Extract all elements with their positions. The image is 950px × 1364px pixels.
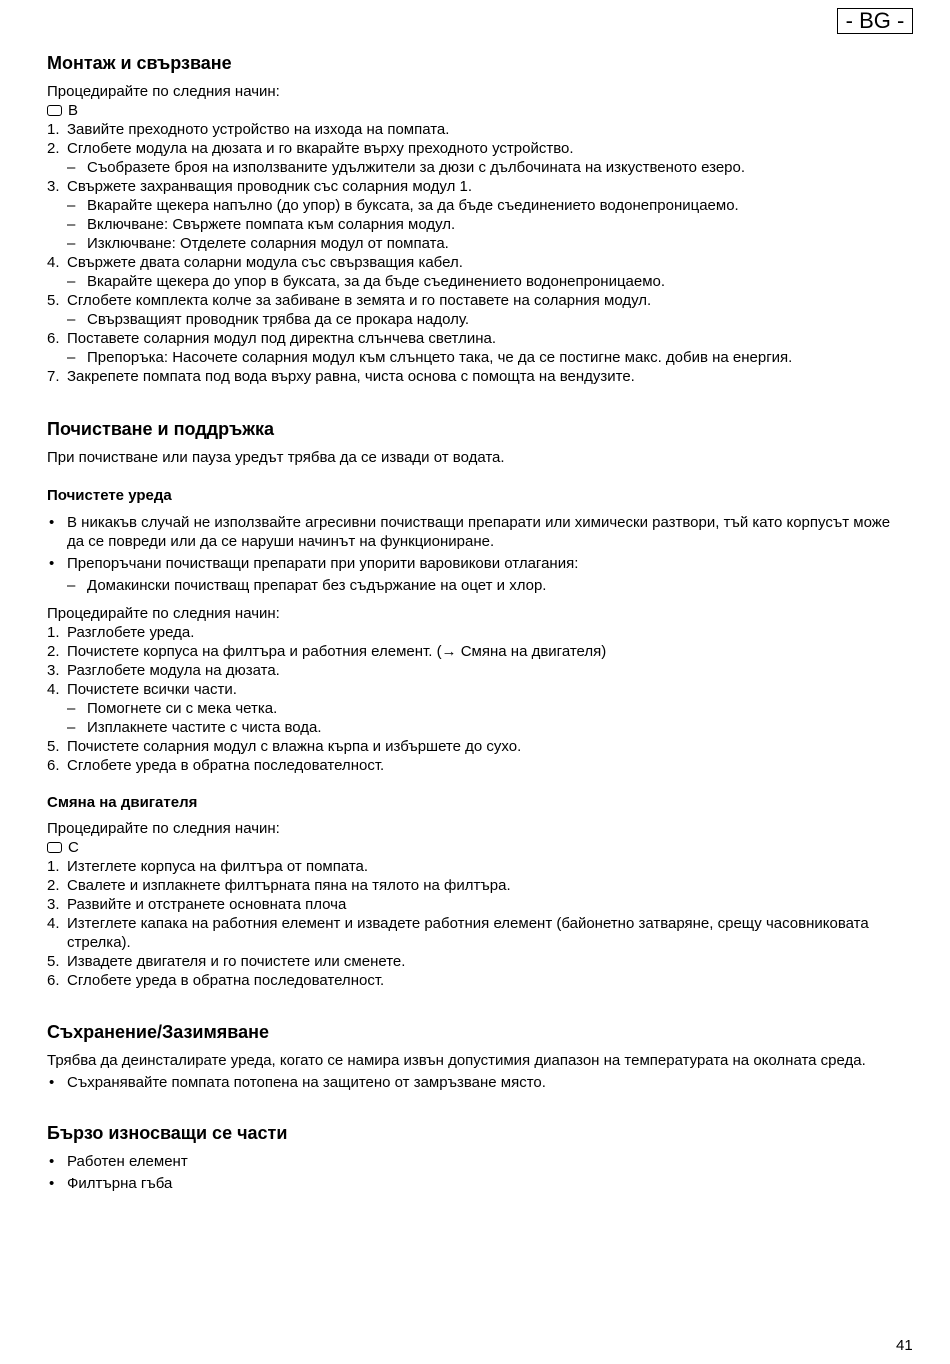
item-text: Развийте и отстранете основната плоча	[67, 896, 347, 913]
list-step	[47, 139, 907, 158]
step-number: 3.	[47, 662, 60, 679]
step-number: 5.	[47, 292, 60, 309]
section-title: Съхранение/Зазимяване	[47, 1022, 270, 1042]
steps-list	[47, 857, 907, 990]
sub-item	[47, 576, 907, 595]
list-bullet	[47, 513, 907, 551]
step-number: 6.	[47, 757, 60, 774]
dash-marker: –	[67, 311, 76, 328]
list-step	[47, 253, 907, 272]
list-step	[47, 642, 907, 661]
sub-item-text: Съобразете броя на използваните удължители за дюзи с дълбочината на изкуственото езеро.	[87, 159, 746, 176]
item-text: Препоръчани почистващи препарати при упорити варовикови отлагания:	[67, 555, 579, 572]
item-text: Сглобете уреда в обратна последователност.	[67, 972, 385, 989]
page-content	[47, 52, 907, 1196]
step-number: 4.	[47, 681, 60, 698]
item-text: Работен елемент	[67, 1153, 188, 1170]
item-text: Сглобете комплекта колче за забиване в земята и го поставете на соларния модул.	[67, 292, 652, 309]
language-badge: - BG -	[837, 8, 913, 34]
bullet-dot: •	[49, 1074, 55, 1091]
list-step	[47, 971, 907, 990]
figure-icon	[47, 842, 62, 853]
dash-marker: –	[67, 159, 76, 176]
list-step	[47, 367, 907, 386]
figure-ref	[47, 838, 907, 857]
step-number: 2.	[47, 877, 60, 894]
sub-item	[47, 234, 907, 253]
step-number: 6.	[47, 972, 60, 989]
sub-item	[47, 348, 907, 367]
dash-marker: –	[67, 577, 76, 594]
step-number: 6.	[47, 330, 60, 347]
list-step	[47, 737, 907, 756]
step-number: 4.	[47, 915, 60, 932]
bullet-dot: •	[49, 1175, 55, 1192]
item-text: Свържете захранващия проводник със соларния модул 1.	[67, 178, 473, 195]
item-text: Изтеглете капака на работния елемент и извадете работния елемент (байонетно затваряне, срещу часовниковата стрелка).	[67, 915, 869, 951]
dash-marker: –	[67, 216, 76, 233]
dash-marker: –	[67, 700, 76, 717]
dash-marker: –	[67, 235, 76, 252]
item-text: Почистете всички части.	[67, 681, 237, 698]
figure-ref	[47, 101, 907, 120]
section-title: Бързо износващи се части	[47, 1123, 288, 1143]
sub-item	[47, 272, 907, 291]
step-number: 1.	[47, 121, 60, 138]
step-number: 5.	[47, 738, 60, 755]
sub-item-text: Препоръка: Насочете соларния модул към слънцето така, че да се постигне макс. добив на енергия.	[87, 349, 793, 366]
section-storage	[47, 1021, 907, 1092]
item-text: Филтърна гъба	[67, 1175, 173, 1192]
page-number: 41	[896, 1337, 913, 1354]
intro-text: Трябва да деинсталирате уреда, когато се намира извън допустимия диапазон на температурата на околната среда.	[47, 1052, 866, 1069]
sub-item-text: Вкарайте щекера до упор в буксата, за да бъде съединението водонепроницаемо.	[87, 273, 666, 290]
step-number: 3.	[47, 896, 60, 913]
dash-marker: –	[67, 719, 76, 736]
item-text: Сглобете уреда в обратна последователност.	[67, 757, 385, 774]
section-cleaning	[47, 418, 907, 990]
list-step	[47, 623, 907, 642]
list-step	[47, 952, 907, 971]
item-text: Изтеглете корпуса на филтъра от помпата.	[67, 858, 369, 875]
item-text: Завийте преходното устройство на изхода на помпата.	[67, 121, 450, 138]
sub-item	[47, 215, 907, 234]
item-text: Извадете двигателя и го почистете или сменете.	[67, 953, 406, 970]
list-bullet	[47, 1152, 907, 1171]
intro-text: При почистване или пауза уредът трябва да се извади от водата.	[47, 449, 505, 466]
list-step	[47, 120, 907, 139]
list-step	[47, 857, 907, 876]
item-text: Поставете соларния модул под директна слънчева светлина.	[67, 330, 497, 347]
sub-item	[47, 718, 907, 737]
list-step	[47, 661, 907, 680]
item-text: В никакъв случай не използвайте агресивни почистващи препарати или химически разтвори, тъй като корпусът може да се повреди или да се наруши начинът на функциониране.	[67, 514, 891, 550]
item-text: Съхранявайте помпата потопена на защитено от замръзване място.	[67, 1074, 546, 1091]
sub-item-text: Свързващият проводник трябва да се прокара надолу.	[87, 311, 470, 328]
list-bullet	[47, 1073, 907, 1092]
intro-text: Процедирайте по следния начин:	[47, 605, 280, 622]
step-number: 2.	[47, 643, 60, 660]
sub-item-text: Включване: Свържете помпата към соларния модул.	[87, 216, 456, 233]
list-step	[47, 177, 907, 196]
list-step	[47, 914, 907, 952]
item-text: Свалете и изплакнете филтърната пяна на тялото на филтъра.	[67, 877, 511, 894]
dash-marker: –	[67, 273, 76, 290]
bullet-dot: •	[49, 1153, 55, 1170]
step-number: 2.	[47, 140, 60, 157]
step-number: 7.	[47, 368, 60, 385]
figure-icon	[47, 105, 62, 116]
list-step	[47, 329, 907, 348]
item-text: Сглобете модула на дюзата и го вкарайте върху преходното устройство.	[67, 140, 574, 157]
list-bullet	[47, 1174, 907, 1193]
list-step	[47, 291, 907, 310]
figure-label: C	[68, 839, 79, 856]
sub-item	[47, 310, 907, 329]
item-text: Закрепете помпата под вода върху равна, чиста основа с помощта на вендузите.	[67, 368, 635, 385]
section-installation	[47, 52, 907, 386]
item-text: Почистете соларния модул с влажна кърпа и избършете до сухо.	[67, 738, 522, 755]
dash-marker: –	[67, 349, 76, 366]
intro-text: Процедирайте по следния начин:	[47, 83, 280, 100]
figure-label: B	[68, 102, 79, 119]
bullet-dot: •	[49, 514, 55, 531]
step-number: 4.	[47, 254, 60, 271]
sub-item-text: Помогнете си с мека четка.	[87, 700, 278, 717]
sub-item	[47, 699, 907, 718]
dash-marker: –	[67, 197, 76, 214]
bullet-list	[47, 1073, 907, 1092]
section-title: Монтаж и свързване	[47, 53, 232, 73]
step-number: 1.	[47, 624, 60, 641]
steps-list	[47, 120, 907, 386]
item-text: Разглобете модула на дюзата.	[67, 662, 280, 679]
sub-item	[47, 196, 907, 215]
subsection-title: Почистете уреда	[47, 487, 172, 504]
item-text: Почистете корпуса на филтъра и работния елемент. (→ Смяна на двигателя)	[67, 643, 607, 660]
bullet-list	[47, 513, 907, 595]
sub-item-text: Домакински почистващ препарат без съдържание на оцет и хлор.	[87, 577, 547, 594]
step-number: 3.	[47, 178, 60, 195]
section-title: Почистване и поддръжка	[47, 419, 274, 439]
step-number: 1.	[47, 858, 60, 875]
sub-item-text: Вкарайте щекера напълно (до упор) в буксата, за да бъде съединението водонепроницаемо.	[87, 197, 739, 214]
list-bullet	[47, 554, 907, 573]
subsection-title: Смяна на двигателя	[47, 794, 198, 811]
list-step	[47, 895, 907, 914]
item-text: Разглобете уреда.	[67, 624, 195, 641]
list-step	[47, 680, 907, 699]
item-text: Свържете двата соларни модула със свързващия кабел.	[67, 254, 463, 271]
sub-item-text: Изключване: Отделете соларния модул от помпата.	[87, 235, 449, 252]
bullet-dot: •	[49, 555, 55, 572]
intro-text: Процедирайте по следния начин:	[47, 820, 280, 837]
step-number: 5.	[47, 953, 60, 970]
list-step	[47, 876, 907, 895]
section-wear-parts	[47, 1122, 907, 1193]
sub-item	[47, 158, 907, 177]
steps-list	[47, 623, 907, 775]
bullet-list	[47, 1152, 907, 1193]
sub-item-text: Изплакнете частите с чиста вода.	[87, 719, 322, 736]
list-step	[47, 756, 907, 775]
